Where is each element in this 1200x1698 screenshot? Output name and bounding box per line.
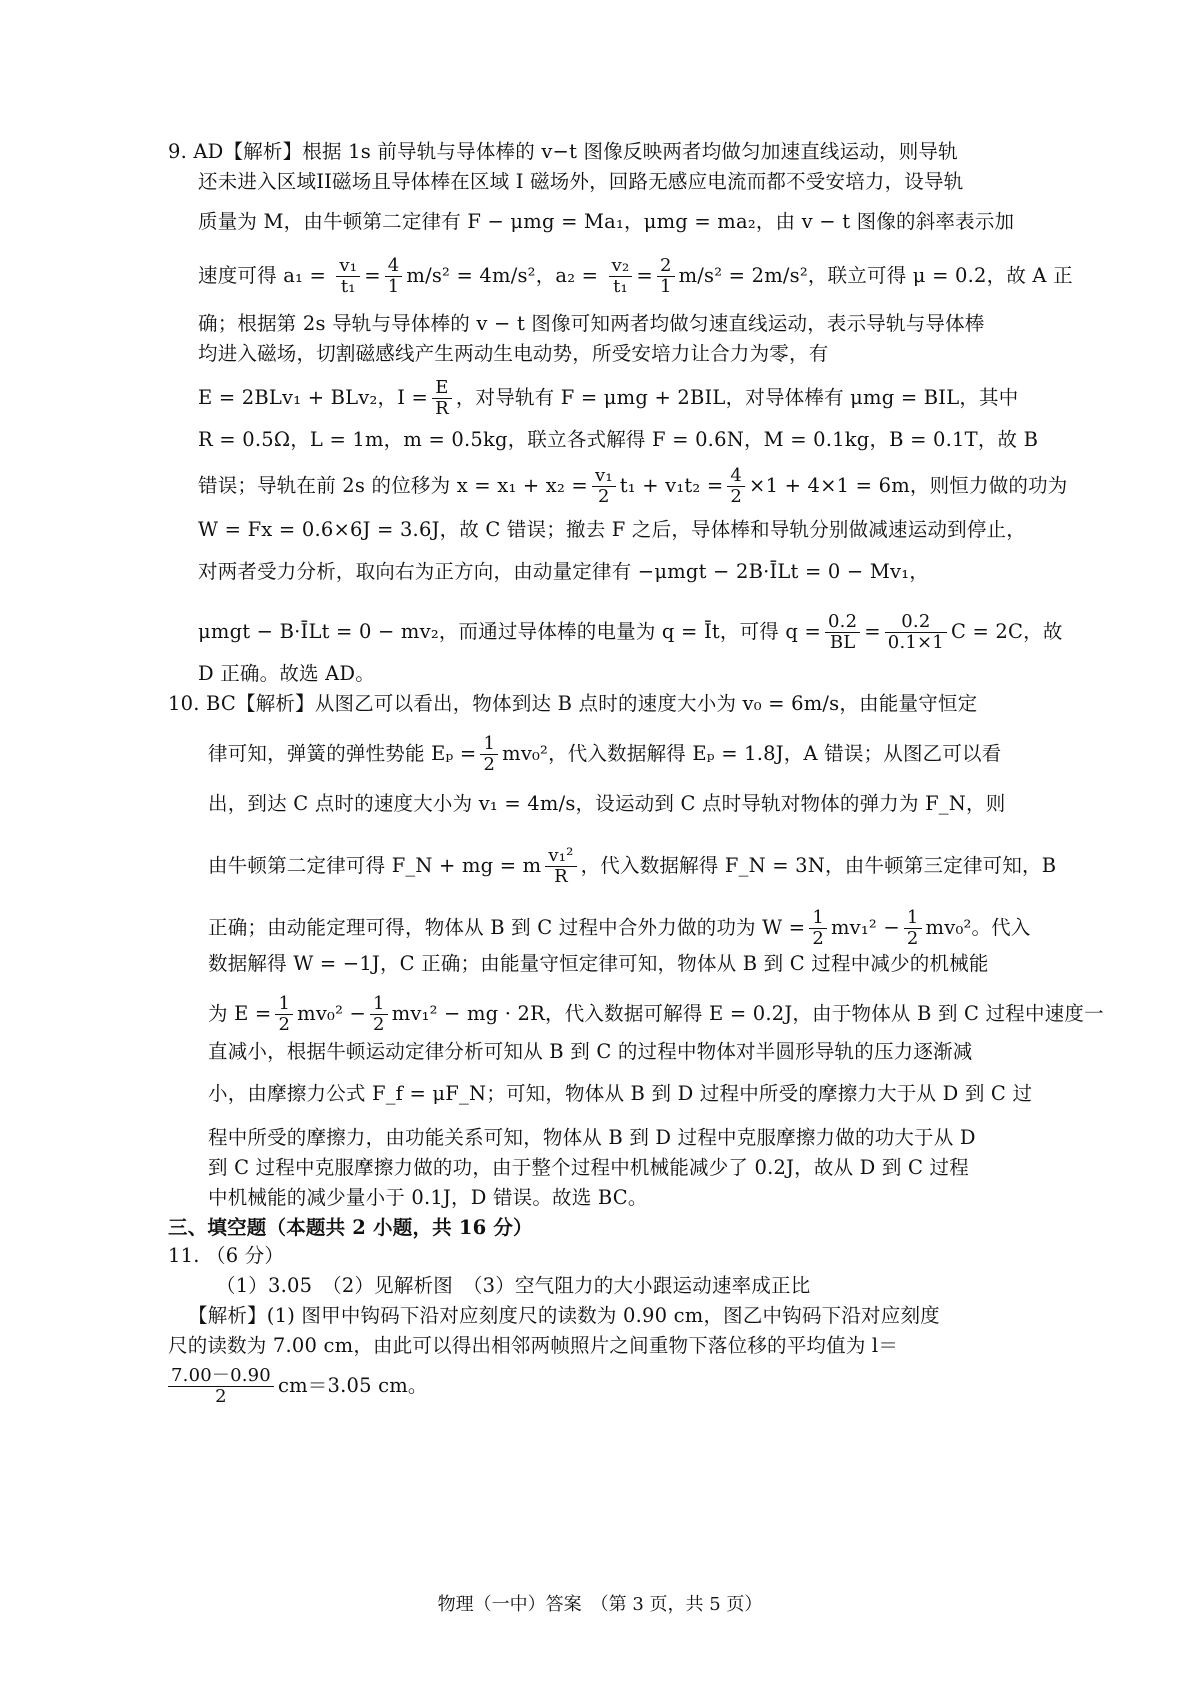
text: cm＝3.05 cm。 [277,1374,428,1397]
fraction: $\frac{4}{1}$ [385,256,403,297]
q11-line-1: 【解析】(1) 图甲中钩码下沿对应刻度尺的读数为 0.90 cm，图乙中钩码下沿对应刻度 [188,1304,940,1327]
text: m/s² = 4m/s²，a₂ = [406,264,599,287]
text: 律可知，弹簧的弹性势能 Eₚ = [208,742,477,765]
q10-line-6: 数据解得 W = −1J，C 正确；由能量守恒定律可知，物体从 B 到 C 过程中减少的机械能 [208,952,989,975]
text: μmgt − B·ĪLt = 0 − mv₂，而通过导体棒的电量为 q = Īt，可得 q = [198,620,822,643]
page-footer: 物理（一中）答案 （第 3 页，共 5 页） [437,1594,763,1615]
q9-line-3: 质量为 M，由牛顿第二定律有 F − μmg = Ma₁，μmg = ma₂，由 v − t 图像的斜率表示加 [198,210,1015,233]
text: E = 2BLv₁ + BLv₂，I = [198,386,429,409]
fraction: $\frac{4}{2}$ [727,466,745,507]
fraction: $\frac{E}{R}$ [432,378,452,419]
text: t₁ + v₁t₂ = [619,474,724,497]
fraction: $\frac{1}{2}$ [275,994,293,1035]
q10-line-11: 到 C 过程中克服摩擦力做的功，由于整个过程中机械能减少了 0.2J，故从 D 到 C 过程 [208,1156,969,1179]
q9-line-10: W = Fx = 0.6×6J = 3.6J，故 C 错误；撤去 F 之后，导体棒和导轨分别做减速运动到停止， [198,518,1026,541]
text: ，对导轨有 F = μmg + 2BIL，对导体棒有 μmg = BIL，其中 [455,386,1019,409]
text: C = 2C，故 [950,620,1063,643]
text: mv₁² − [830,916,900,939]
fraction: $\frac{1}{2}$ [809,908,827,949]
q10-line-1: 10. BC【解析】从图乙可以看出，物体到达 B 点时的速度大小为 v₀ = 6m/s，由能量守恒定 [168,692,978,715]
q9-line-4: 速度可得 a₁ = $\frac{\text{v₁}}{\text{t₁}}$ = $\frac{4}{1}$ m/s² = 4m/s²，a₂ = $\frac{\text{v₂}}{\text{t₁}}$ = $\frac{2}{1}$ m/s² = 2m/s²，联立可得 μ = 0.2，故 A 正 [198,255,1073,297]
q10-line-10: 程中所受的摩擦力，由功能关系可知，物体从 B 到 D 过程中克服摩擦力做的功大于从 D [208,1126,976,1149]
q10-line-5 [208,908,1031,949]
fraction: $\frac{7.00-0.90}{2}$ [168,1366,274,1407]
text: mv₀²。代入 [925,916,1031,939]
text: 为 E = [208,1002,272,1025]
fraction: $\frac{\text{v₁²}}{R}$ [545,846,576,887]
q9-line-9 [198,466,1068,507]
text: 错误；导轨在前 2s 的位移为 x = x₁ + x₂ = [198,474,588,497]
q11-answers: （1）3.05 （2）见解析图 （3）空气阻力的大小跟运动速率成正比 [216,1274,811,1297]
text: 由牛顿第二定律可得 F_N + mg = m [208,854,542,877]
q10-line-12: 中机械能的减少量小于 0.1J，D 错误。故选 BC。 [208,1186,648,1209]
fraction: $\frac{1}{2}$ [480,734,498,775]
q9-line-2: 还未进入区域II磁场且导体棒在区域 I 磁场外，回路无感应电流而都不受安培力，设导轨 [198,170,964,193]
text: mv₁² − mg · 2R，代入数据可解得 E = 0.2J，由于物体从 B 到 C 过程中速度一 [391,1002,1104,1025]
q9-line-6: 均进入磁场，切割磁感线产生两动生电动势，所受安培力让合力为零，有 [198,342,829,365]
q9-line-13: D 正确。故选 AD。 [198,662,375,685]
q9-line-5: 确；根据第 2s 导轨与导体棒的 v − t 图像可知两者均做匀速直线运动，表示导轨与导体棒 [198,312,985,335]
q9-line-12: μmgt − B·ĪLt = 0 − mv₂，而通过导体棒的电量为 q = Īt，可得 q = $\frac{0.2}{BL}$ = $\frac{0.2}{0.1\times 1}$ C = 2C，故 [198,611,1063,653]
fraction: $\frac{1}{2}$ [904,908,922,949]
text: 速度可得 a₁ = [198,264,326,287]
q11-line-2: 尺的读数为 7.00 cm，由此可以得出相邻两帧照片之间重物下落位移的平均值为 l＝ [168,1334,899,1357]
text: mv₀² − [297,1002,367,1025]
text: ，代入数据解得 F_N = 3N，由牛顿第三定律可知，B [580,854,1057,877]
q9-line-1: 9. AD【解析】根据 1s 前导轨与导体棒的 v−t 图像反映两者均做匀加速直线运动，则导轨 [168,140,958,163]
fraction: $\frac{2}{1}$ [657,256,675,297]
text: mv₀²，代入数据解得 Eₚ = 1.8J，A 错误；从图乙可以看 [502,742,1002,765]
q10-line-3: 出，到达 C 点时的速度大小为 v₁ = 4m/s，设运动到 C 点时导轨对物体的弹力为 F_N，则 [208,792,1006,815]
q9-line-11: 对两者受力分析，取向右为正方向，由动量定律有 −μmgt − 2B·ĪLt = 0 − Mv₁， [198,560,929,583]
fraction: $\frac{\text{v₁}}{\text{t₁}}$ [336,256,360,297]
q9-line-7 [198,378,1018,419]
text: ×1 + 4×1 = 6m，则恒力做的功为 [749,474,1068,497]
q10-line-2 [208,734,1001,775]
fraction: $\frac{\text{v₁}}{2}$ [592,466,616,507]
q9-line-8: R = 0.5Ω，L = 1m，m = 0.5kg，联立各式解得 F = 0.6N，M = 0.1kg，B = 0.1T，故 B [198,428,1039,451]
fraction: $\frac{0.2}{0.1\times 1}$ [885,612,947,653]
fraction: $\frac{\text{v₂}}{\text{t₁}}$ [609,256,633,297]
text: 正确；由动能定理可得，物体从 B 到 C 过程中合外力做的功为 W = [208,916,806,939]
q10-line-8: 直减小，根据牛顿运动定律分析可知从 B 到 C 的过程中物体对半圆形导轨的压力逐渐减 [208,1040,973,1063]
text: m/s² = 2m/s²，联立可得 μ = 0.2，故 A 正 [678,264,1073,287]
q10-line-7 [208,994,1104,1035]
q11-line-3 [168,1366,428,1407]
q10-line-4 [208,846,1056,887]
fraction: $\frac{1}{2}$ [370,994,388,1035]
fraction: $\frac{0.2}{BL}$ [825,612,860,653]
section-heading: 三、填空题（本题共 2 小题，共 16 分） [168,1216,533,1239]
q11-heading: 11. （6 分） [168,1244,285,1267]
q10-line-9: 小，由摩擦力公式 F_f = μF_N；可知，物体从 B 到 D 过程中所受的摩擦力大于从 D 到 C 过 [208,1082,1033,1105]
